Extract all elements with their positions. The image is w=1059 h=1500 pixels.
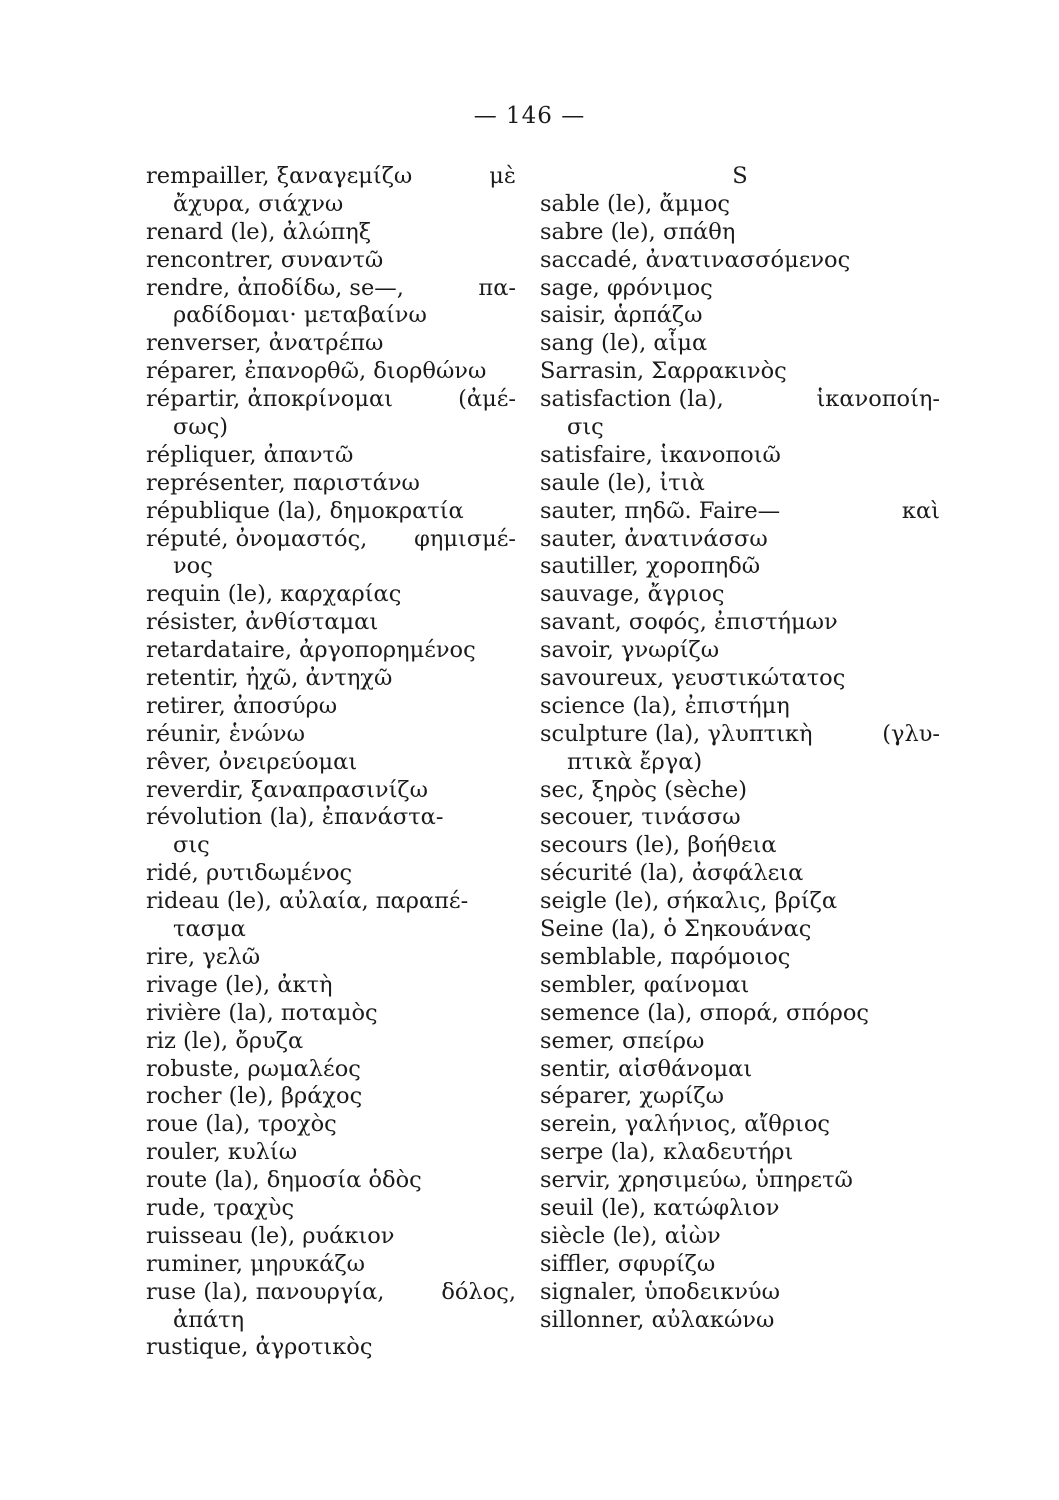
entry-text: répliquer, ἀπαντῶ bbox=[146, 441, 354, 468]
dictionary-line bbox=[540, 386, 940, 414]
entry-text: siècle (le), αἰὼν bbox=[540, 1222, 721, 1249]
entry-text: réunir, ἑνώνω bbox=[146, 720, 305, 747]
entry-text: réputé, ὀνομαστός, bbox=[146, 525, 368, 552]
entry-text: τασμα bbox=[173, 916, 246, 943]
dictionary-line bbox=[146, 1251, 516, 1279]
entry-text: sabre (le), σπάθη bbox=[540, 218, 736, 245]
entry-text: rire, γελῶ bbox=[146, 943, 261, 970]
entry-text: rocher (le), βράχος bbox=[146, 1083, 363, 1110]
entry-text: ἄχυρα, σιάχνω bbox=[173, 190, 344, 217]
dictionary-line bbox=[540, 526, 940, 554]
entry-text: servir, χρησιμεύω, ὑπηρετῶ bbox=[540, 1167, 853, 1194]
entry-text: Sarrasin, Σαρρακινὸς bbox=[540, 358, 787, 385]
entry-text-right: πα- bbox=[478, 274, 516, 301]
entry-text: renverser, ἀνατρέπω bbox=[146, 330, 384, 357]
entry-text: rivage (le), ἀκτὴ bbox=[146, 971, 333, 998]
dictionary-line bbox=[146, 163, 516, 191]
entry-text: sauter, ἀνατινάσσω bbox=[540, 525, 768, 552]
entry-text: séparer, χωρίζω bbox=[540, 1083, 724, 1110]
entry-text: rideau (le), αὐλαία, παραπέ- bbox=[146, 888, 469, 915]
entry-text: savoir, γνωρίζω bbox=[540, 637, 720, 664]
entry-text: rencontrer, συναντῶ bbox=[146, 246, 384, 273]
dictionary-line bbox=[540, 442, 940, 470]
entry-text-right: μὲ bbox=[489, 163, 516, 189]
entry-text: sang (le), αἷμα bbox=[540, 330, 708, 357]
entry-text: renard (le), ἀλώπηξ bbox=[146, 218, 372, 245]
dictionary-line bbox=[540, 358, 940, 386]
right-column bbox=[540, 163, 940, 1334]
entry-text: savant, σοφός, ἐπιστήμων bbox=[540, 609, 838, 636]
dictionary-line bbox=[540, 275, 940, 303]
entry-text: sculpture (la), γλυπτικὴ bbox=[540, 720, 813, 747]
dictionary-line bbox=[146, 888, 516, 916]
dictionary-line bbox=[540, 470, 940, 498]
entry-text: semblable, παρόμοιος bbox=[540, 943, 791, 970]
entry-text: sécurité (la), ἀσφάλεια bbox=[540, 860, 804, 887]
dictionary-line bbox=[540, 553, 940, 581]
entry-text: saccadé, ἀνατινασσόμενος bbox=[540, 246, 851, 273]
dictionary-line bbox=[540, 972, 940, 1000]
entry-text: siffler, σφυρίζω bbox=[540, 1250, 716, 1277]
entry-text: république (la), δημοκρατία bbox=[146, 497, 464, 524]
entry-text: retirer, ἀποσύρω bbox=[146, 692, 338, 719]
dictionary-line bbox=[146, 526, 516, 554]
entry-text: sage, φρόνιμος bbox=[540, 274, 713, 301]
dictionary-line bbox=[146, 665, 516, 693]
dictionary-line bbox=[540, 804, 940, 832]
dictionary-line bbox=[540, 916, 940, 944]
entry-text: semence (la), σπορά, σπόρος bbox=[540, 999, 870, 1026]
entry-text: νος bbox=[173, 553, 213, 580]
entry-text: route (la), δημοσία ὁδὸς bbox=[146, 1167, 422, 1194]
dictionary-line bbox=[540, 219, 940, 247]
entry-text-right: (ἀμέ- bbox=[458, 386, 516, 413]
entry-text: signaler, ὑποδεικνύω bbox=[540, 1278, 780, 1305]
entry-text: reverdir, ξαναπρασινίζω bbox=[146, 776, 428, 803]
dictionary-line bbox=[146, 442, 516, 470]
dictionary-line bbox=[540, 330, 940, 358]
dictionary-line bbox=[146, 609, 516, 637]
dictionary-line bbox=[540, 191, 940, 219]
entry-text: rendre, ἀποδίδω, se—, bbox=[146, 274, 404, 301]
entry-text: répartir, ἀποκρίνομαι bbox=[146, 386, 393, 413]
dictionary-line bbox=[540, 1000, 940, 1028]
dictionary-line bbox=[146, 1223, 516, 1251]
dictionary-line bbox=[146, 1000, 516, 1028]
dictionary-line bbox=[540, 1028, 940, 1056]
entry-text: révolution (la), ἐπανάστα- bbox=[146, 804, 444, 831]
entry-text: secouer, τινάσσω bbox=[540, 804, 741, 831]
dictionary-line bbox=[146, 916, 516, 944]
entry-text: roue (la), τροχὸς bbox=[146, 1111, 337, 1138]
entry-text: ραδίδομαι· μεταβαίνω bbox=[173, 302, 427, 329]
dictionary-line bbox=[540, 414, 940, 442]
dictionary-line bbox=[540, 609, 940, 637]
dictionary-line bbox=[146, 749, 516, 777]
entry-text: S bbox=[732, 163, 748, 189]
entry-text-right: ἱκανοποίη- bbox=[816, 386, 940, 413]
dictionary-line bbox=[146, 637, 516, 665]
entry-text-right: δόλος, bbox=[441, 1278, 516, 1305]
dictionary-line bbox=[146, 1056, 516, 1084]
dictionary-line bbox=[540, 302, 940, 330]
dictionary-line bbox=[146, 191, 516, 219]
dictionary-line bbox=[146, 777, 516, 805]
page-number: — 146 — bbox=[473, 103, 586, 129]
entry-text: robuste, ρωμαλέος bbox=[146, 1055, 361, 1082]
dictionary-line bbox=[540, 665, 940, 693]
section-letter bbox=[540, 163, 940, 191]
entry-text: sembler, φαίνομαι bbox=[540, 971, 750, 998]
dictionary-line bbox=[540, 247, 940, 275]
entry-text: science (la), ἐπιστήμη bbox=[540, 692, 790, 719]
dictionary-line bbox=[146, 1028, 516, 1056]
dictionary-line bbox=[146, 832, 516, 860]
dictionary-line bbox=[540, 581, 940, 609]
entry-text-right: (γλυ- bbox=[882, 720, 940, 747]
entry-text: savoureux, γευστικώτατος bbox=[540, 665, 846, 692]
dictionary-line bbox=[540, 1056, 940, 1084]
entry-text: rêver, ὀνειρεύομαι bbox=[146, 748, 358, 775]
entry-text: sec, ξηρὸς (sèche) bbox=[540, 776, 747, 803]
entry-text: ruisseau (le), ρυάκιον bbox=[146, 1222, 395, 1249]
dictionary-line bbox=[146, 1083, 516, 1111]
entry-text: seigle (le), σήκαλις, βρίζα bbox=[540, 888, 838, 915]
entry-text: ruse (la), πανουργία, bbox=[146, 1278, 385, 1305]
dictionary-line bbox=[146, 972, 516, 1000]
dictionary-line bbox=[540, 637, 940, 665]
entry-text: semer, σπείρω bbox=[540, 1027, 705, 1054]
dictionary-line bbox=[146, 219, 516, 247]
dictionary-line bbox=[146, 247, 516, 275]
dictionary-line bbox=[540, 944, 940, 972]
dictionary-line bbox=[540, 832, 940, 860]
entry-text: satisfaction (la), bbox=[540, 386, 724, 413]
entry-text-right: καὶ bbox=[901, 497, 940, 524]
dictionary-line bbox=[146, 302, 516, 330]
dictionary-line bbox=[146, 1139, 516, 1167]
entry-text: riz (le), ὄρυζα bbox=[146, 1027, 304, 1054]
dictionary-line bbox=[146, 693, 516, 721]
entry-text: sillonner, αὐλακώνω bbox=[540, 1306, 775, 1333]
dictionary-line bbox=[540, 1167, 940, 1195]
dictionary-line bbox=[146, 944, 516, 972]
dictionary-line bbox=[146, 1279, 516, 1307]
entry-text: σις bbox=[567, 414, 604, 441]
dictionary-line bbox=[146, 498, 516, 526]
entry-text: σις bbox=[173, 832, 210, 859]
dictionary-line bbox=[146, 414, 516, 442]
entry-text: serein, γαλήνιος, αἴθριος bbox=[540, 1111, 831, 1138]
dictionary-line bbox=[540, 749, 940, 777]
dictionary-line bbox=[146, 1334, 516, 1362]
entry-text: serpe (la), κλαδευτήρι bbox=[540, 1139, 794, 1166]
dictionary-line bbox=[540, 888, 940, 916]
entry-text: rude, τραχὺς bbox=[146, 1194, 295, 1221]
entry-text: ridé, ρυτιδωμένος bbox=[146, 860, 353, 887]
dictionary-line bbox=[540, 1083, 940, 1111]
entry-text: sentir, αἰσθάνομαι bbox=[540, 1055, 753, 1082]
entry-text: secours (le), βοήθεια bbox=[540, 832, 777, 859]
dictionary-line bbox=[540, 721, 940, 749]
dictionary-line bbox=[146, 330, 516, 358]
dictionary-line bbox=[146, 275, 516, 303]
entry-text: ἀπάτη bbox=[173, 1306, 245, 1333]
left-column bbox=[146, 163, 516, 1362]
entry-text: πτικὰ ἔργα) bbox=[567, 748, 703, 775]
dictionary-line bbox=[540, 1195, 940, 1223]
dictionary-line bbox=[146, 804, 516, 832]
entry-text: rustique, ἀγροτικὸς bbox=[146, 1334, 373, 1361]
dictionary-line bbox=[540, 1111, 940, 1139]
dictionary-line bbox=[146, 470, 516, 498]
dictionary-line bbox=[146, 860, 516, 888]
dictionary-line bbox=[540, 1279, 940, 1307]
entry-text: sauter, πηδῶ. Faire— bbox=[540, 497, 781, 524]
entry-text: réparer, ἐπανορθῶ, διορθώνω bbox=[146, 358, 487, 385]
entry-text: rouler, κυλίω bbox=[146, 1139, 298, 1166]
dictionary-line bbox=[146, 358, 516, 386]
dictionary-line bbox=[540, 777, 940, 805]
dictionary-line bbox=[540, 1251, 940, 1279]
entry-text: rivière (la), ποταμὸς bbox=[146, 999, 378, 1026]
entry-text: représenter, παριστάνω bbox=[146, 469, 420, 496]
entry-text: requin (le), καρχαρίας bbox=[146, 581, 402, 608]
dictionary-line bbox=[146, 1307, 516, 1335]
dictionary-line bbox=[540, 860, 940, 888]
entry-text: saisir, ἁρπάζω bbox=[540, 302, 703, 329]
dictionary-line bbox=[146, 1195, 516, 1223]
dictionary-line bbox=[146, 721, 516, 749]
entry-text: saule (le), ἰτιὰ bbox=[540, 469, 705, 496]
dictionary-line bbox=[540, 1139, 940, 1167]
dictionary-line bbox=[146, 553, 516, 581]
dictionary-line bbox=[146, 1167, 516, 1195]
dictionary-line bbox=[540, 498, 940, 526]
dictionary-line bbox=[146, 1111, 516, 1139]
dictionary-line bbox=[146, 386, 516, 414]
dictionary-line bbox=[540, 693, 940, 721]
entry-text: sauvage, ἄγριος bbox=[540, 581, 725, 608]
entry-text: σως) bbox=[173, 414, 229, 441]
entry-text: sautiller, χοροπηδῶ bbox=[540, 553, 761, 580]
dictionary-line bbox=[540, 1307, 940, 1335]
entry-text: résister, ἀνθίσταμαι bbox=[146, 609, 379, 636]
dictionary-line bbox=[146, 581, 516, 609]
entry-text: retentir, ἠχῶ, ἀντηχῶ bbox=[146, 665, 393, 692]
entry-text: sable (le), ἄμμος bbox=[540, 190, 730, 217]
entry-text: retardataire, ἀργοπορημένος bbox=[146, 637, 476, 664]
entry-text: ruminer, μηρυκάζω bbox=[146, 1250, 365, 1277]
entry-text: satisfaire, ἱκανοποιῶ bbox=[540, 441, 781, 468]
entry-text: Seine (la), ὁ Σηκουάνας bbox=[540, 916, 812, 943]
entry-text-right: φημισμέ- bbox=[414, 525, 516, 552]
entry-text: seuil (le), κατώφλιον bbox=[540, 1194, 780, 1221]
entry-text: rempailler, ξαναγεμίζω bbox=[146, 163, 413, 189]
dictionary-line bbox=[540, 1223, 940, 1251]
